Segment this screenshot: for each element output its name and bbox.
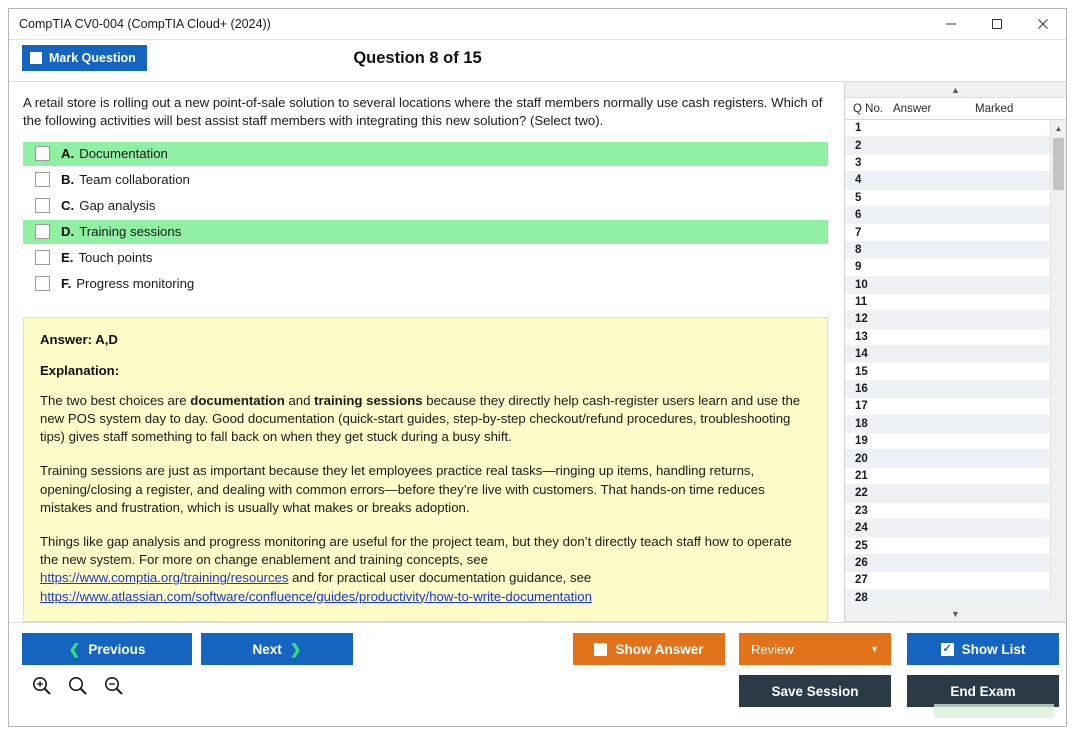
- question-number-cell: 5: [855, 191, 862, 204]
- table-row[interactable]: [845, 224, 1050, 241]
- table-row[interactable]: [845, 468, 1050, 485]
- table-row[interactable]: [845, 259, 1050, 276]
- status-tint: [934, 704, 1054, 718]
- table-row[interactable]: [845, 520, 1050, 537]
- question-number-cell: 16: [855, 383, 868, 396]
- question-number-cell: 12: [855, 313, 868, 326]
- question-list-scrollbar[interactable]: [1050, 120, 1066, 606]
- option-f-text: Progress monitoring: [76, 276, 195, 292]
- table-row[interactable]: [845, 155, 1050, 172]
- question-number-cell: 15: [855, 365, 868, 378]
- column-header-qno: Q No.: [853, 102, 884, 115]
- expl1-mid: and: [284, 392, 315, 408]
- question-number-cell: 3: [855, 156, 862, 169]
- question-number-cell: 28: [855, 591, 868, 604]
- question-number-cell: 27: [855, 574, 868, 587]
- table-row[interactable]: [845, 450, 1050, 467]
- explanation-link-1[interactable]: https://www.comptia.org/training/resources: [40, 570, 289, 586]
- expl1-pre: The two best choices are: [40, 392, 191, 408]
- review-label: Review: [751, 641, 794, 657]
- table-row[interactable]: [845, 590, 1050, 607]
- option-d-text: Training sessions: [79, 224, 182, 240]
- explanation-paragraph-2: Training sessions are just as important because they let employees practice real tasks—ringing up items, handling returns, opening/closing a register, and dealing with common errors—before they’re live with customers. That hands-on time reduces mistakes and frustration, which is usually what makes or breaks adoption.: [40, 463, 765, 515]
- table-row[interactable]: [845, 537, 1050, 554]
- next-label: Next: [252, 641, 282, 657]
- answer-line: Answer: A,D: [40, 331, 118, 347]
- table-row[interactable]: [845, 294, 1050, 311]
- expl1-bold-1: documentation: [190, 392, 285, 408]
- option-f-letter: F.: [61, 276, 72, 292]
- table-row[interactable]: [845, 329, 1050, 346]
- question-number-cell: 14: [855, 348, 868, 361]
- scrollbar-up-icon[interactable]: ▲: [1054, 123, 1063, 133]
- expl3-text: Things like gap analysis and progress monitoring are useful for the project team, but they don’t directly teach staff how to operate the new system. For more on change enablement and training concepts, see: [40, 533, 792, 568]
- table-row[interactable]: [845, 433, 1050, 450]
- footer-toolbar: [9, 622, 1066, 726]
- option-d[interactable]: [23, 220, 828, 244]
- question-number-cell: 8: [855, 243, 862, 256]
- body: [9, 82, 1066, 622]
- show-answer-button[interactable]: [573, 633, 725, 665]
- option-e-letter: E.: [61, 250, 74, 266]
- option-f[interactable]: [23, 272, 828, 296]
- option-c[interactable]: [23, 194, 828, 218]
- expl1-post: because they directly help cash-register users learn and use the new POS system day to day. Good documentation (quick-start guides, step-by-step checkout/refund procedures, troubleshooting tips) gives staff something to fall back on when they get stuck during a busy shift.: [40, 392, 801, 445]
- option-e-text: Touch points: [78, 250, 153, 266]
- end-exam-button[interactable]: [907, 675, 1059, 707]
- question-number-cell: 22: [855, 487, 868, 500]
- explanation-link-2[interactable]: https://www.atlassian.com/software/confluence/guides/productivity/how-to-write-documentation: [40, 588, 592, 604]
- option-b[interactable]: [23, 168, 828, 192]
- table-row[interactable]: [845, 242, 1050, 259]
- table-row[interactable]: [845, 120, 1050, 137]
- chevron-left-icon: ❮: [68, 640, 81, 657]
- question-pane: [9, 82, 844, 622]
- question-list-body: [845, 120, 1066, 606]
- table-row[interactable]: [845, 381, 1050, 398]
- question-number-cell: 10: [855, 278, 868, 291]
- question-number-cell: 13: [855, 330, 868, 343]
- answer-explanation-panel: [23, 317, 828, 622]
- end-exam-label: End Exam: [950, 683, 1016, 699]
- table-row[interactable]: [845, 363, 1050, 380]
- expl1-bold-2: training sessions: [314, 392, 423, 408]
- question-number-cell: 9: [855, 261, 862, 274]
- mark-question-label: Mark Question: [49, 51, 136, 65]
- option-a-checkbox[interactable]: [35, 146, 50, 161]
- show-list-checkbox-icon: ✓: [942, 642, 952, 655]
- maximize-icon[interactable]: [974, 9, 1020, 39]
- explanation-paragraph-3: [40, 533, 811, 606]
- exam-window: [8, 8, 1067, 727]
- option-c-text: Gap analysis: [79, 198, 156, 214]
- question-number-cell: 24: [855, 522, 868, 535]
- zoom-in-icon[interactable]: [31, 675, 53, 697]
- option-d-checkbox[interactable]: [35, 224, 50, 239]
- page-title: Question 8 of 15: [353, 49, 482, 67]
- show-answer-checkbox-icon: [594, 643, 607, 656]
- save-session-button[interactable]: [739, 675, 891, 707]
- question-list-scroll-up[interactable]: ▲: [845, 82, 1066, 98]
- explanation-paragraph-1: [40, 392, 811, 447]
- question-number-cell: 4: [855, 174, 862, 187]
- question-number-cell: 23: [855, 504, 868, 517]
- show-list-label: Show List: [961, 641, 1026, 657]
- question-list-pane: [844, 82, 1066, 622]
- minimize-icon[interactable]: [928, 9, 974, 39]
- scrollbar-thumb[interactable]: [1053, 138, 1064, 190]
- question-number-cell: 18: [855, 417, 868, 430]
- zoom-reset-icon[interactable]: [67, 675, 89, 697]
- option-b-checkbox[interactable]: [35, 172, 50, 187]
- question-number-cell: 1: [855, 122, 862, 135]
- option-a-letter: A.: [61, 146, 75, 162]
- zoom-out-icon[interactable]: [103, 675, 125, 697]
- option-d-letter: D.: [61, 224, 75, 240]
- question-number-cell: 26: [855, 556, 868, 569]
- option-b-letter: B.: [61, 172, 75, 188]
- show-list-button[interactable]: [907, 633, 1059, 665]
- previous-label: Previous: [88, 641, 146, 657]
- chevron-down-icon: ▼: [870, 644, 879, 654]
- table-row[interactable]: [845, 311, 1050, 328]
- question-number-cell: 19: [855, 435, 868, 448]
- show-answer-label: Show Answer: [615, 641, 704, 657]
- table-row[interactable]: [845, 398, 1050, 415]
- table-row[interactable]: [845, 572, 1050, 589]
- question-stem: A retail store is rolling out a new point-of-sale solution to several locations where the staff members normally use cash registers. Which of the following activities will best assist staff members with integrating this new solution? (Select two).: [23, 95, 823, 128]
- question-list-header: [845, 98, 1066, 120]
- table-row[interactable]: [845, 416, 1050, 433]
- table-row[interactable]: [845, 346, 1050, 363]
- question-number-cell: 6: [855, 209, 862, 222]
- table-row[interactable]: [845, 190, 1050, 207]
- chevron-right-icon: ❯: [289, 640, 302, 657]
- table-row[interactable]: [845, 172, 1050, 189]
- header-bar: [9, 40, 1066, 82]
- zoom-controls: [31, 675, 125, 697]
- column-header-marked: Marked: [975, 102, 1014, 115]
- next-button[interactable]: [201, 633, 353, 665]
- close-icon[interactable]: [1020, 9, 1066, 39]
- options-list: [9, 142, 844, 298]
- option-c-checkbox[interactable]: [35, 198, 50, 213]
- previous-button[interactable]: [22, 633, 192, 665]
- explanation-label: Explanation:: [40, 362, 120, 378]
- option-b-text: Team collaboration: [79, 172, 190, 188]
- table-row[interactable]: [845, 137, 1050, 154]
- option-e[interactable]: [23, 246, 828, 270]
- review-dropdown[interactable]: [739, 633, 891, 665]
- option-a[interactable]: [23, 142, 828, 166]
- expl3-mid: and for practical user documentation guidance, see: [288, 570, 592, 586]
- option-f-checkbox[interactable]: [35, 276, 50, 291]
- table-row[interactable]: [845, 503, 1050, 520]
- option-a-text: Documentation: [79, 146, 168, 162]
- question-number-cell: 2: [855, 139, 862, 152]
- question-number-cell: 11: [855, 296, 868, 309]
- column-header-answer: Answer: [893, 102, 932, 115]
- question-number-cell: 20: [855, 452, 868, 465]
- title-bar: [9, 9, 1066, 40]
- option-c-letter: C.: [61, 198, 75, 214]
- question-number-cell: 7: [855, 226, 862, 239]
- table-row[interactable]: [845, 555, 1050, 572]
- question-list-rows: [845, 120, 1050, 606]
- table-row[interactable]: [845, 277, 1050, 294]
- question-number-cell: 25: [855, 539, 868, 552]
- save-session-label: Save Session: [771, 683, 859, 699]
- option-e-checkbox[interactable]: [35, 250, 50, 265]
- question-number-cell: 21: [855, 470, 868, 482]
- table-row[interactable]: [845, 485, 1050, 502]
- window-title: CompTIA CV0-004 (CompTIA Cloud+ (2024)): [19, 17, 271, 31]
- question-list-scroll-down[interactable]: ▼: [845, 606, 1066, 622]
- question-number-cell: 17: [855, 400, 868, 413]
- table-row[interactable]: [845, 207, 1050, 224]
